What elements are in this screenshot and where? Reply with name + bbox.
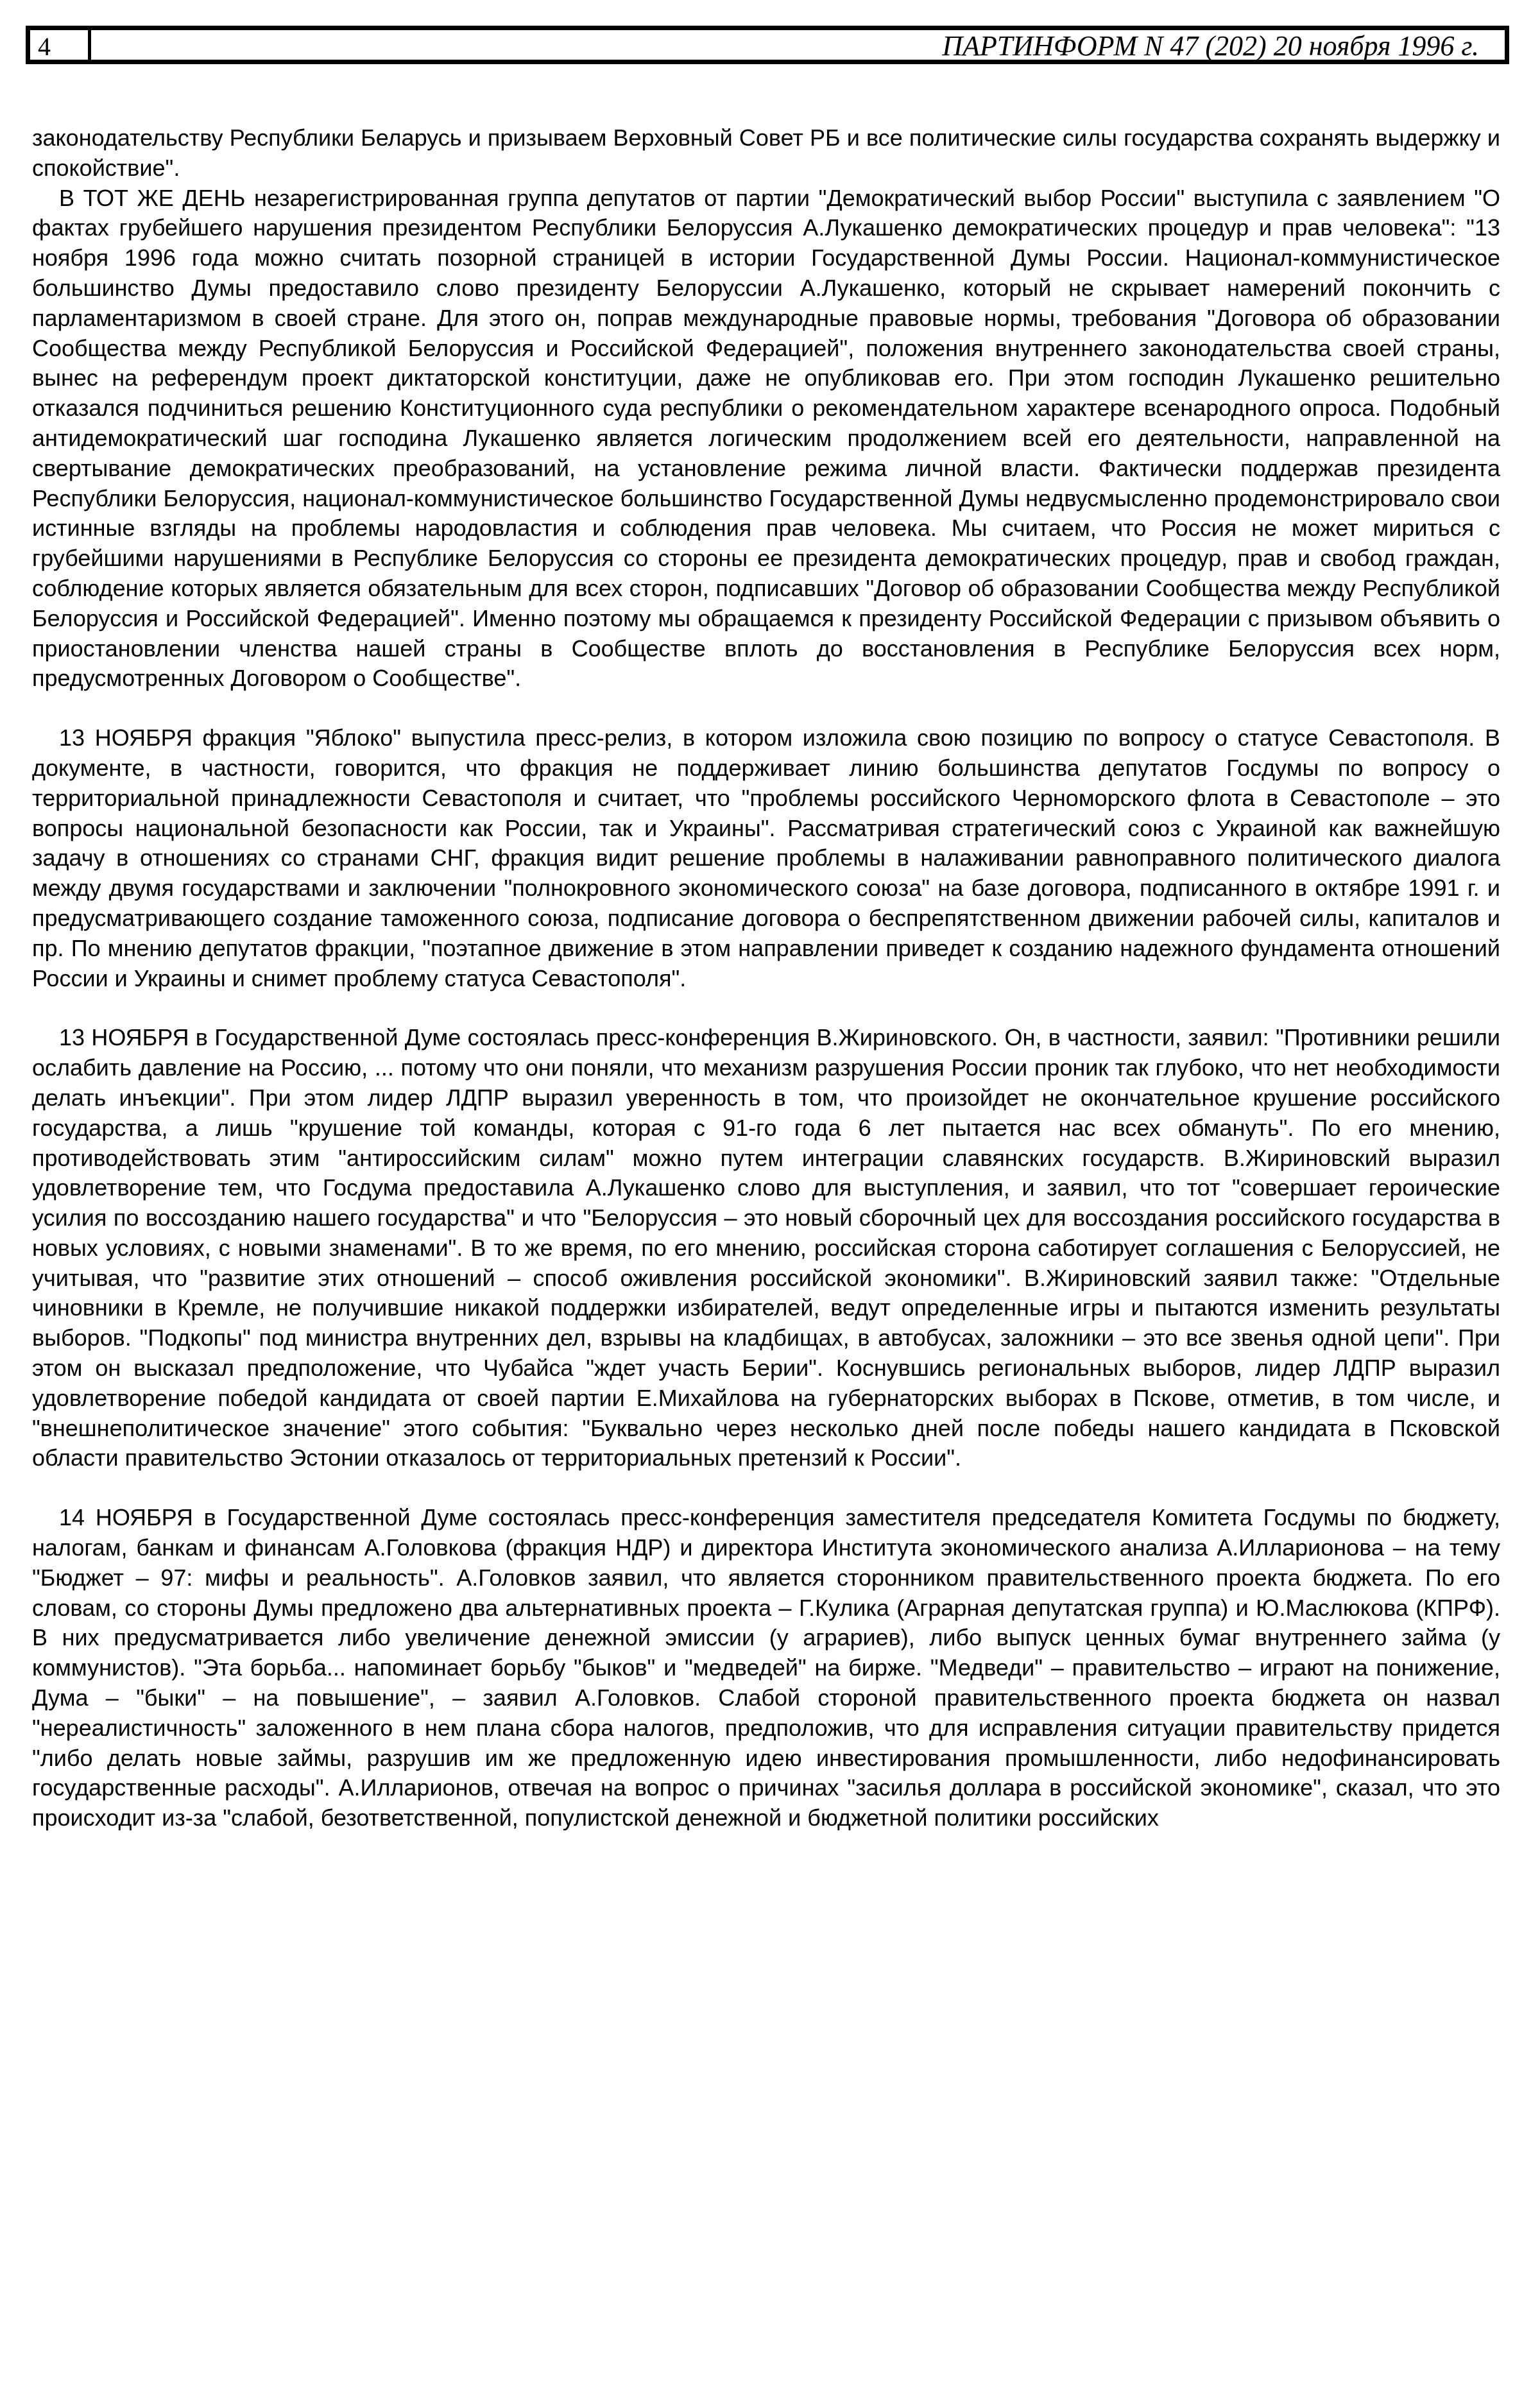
paragraph-dvr-statement: В ТОТ ЖЕ ДЕНЬ незарегистрированная группа депутатов от партии "Демократический выбор России" выступила с заявлением "О фактах грубейшего нарушения президентом Республики Белоруссия А.Лукашенко демократических процедур и прав человека": "13 ноября 1996 года можно считать позорной страницей в истории Государственной Думы России. Национал-коммунистическое большинство Думы предоставило слово президенту Белоруссии А.Лукашенко, который не скрывает намерений покончить с парламентаризмом в своей стране. Для этого он, поправ международные правовые нормы, требования "Договора об образовании Сообщества между Республикой Белоруссия и Российской Федерацией", положения внутреннего законодательства своей страны, вынес на референдум проект диктаторской конституции, даже не опубликовав его. При этом господин Лукашенко решительно отказался подчиниться решению Конституционного суда республики о рекомендательном характере всенародного опроса. Подобный антидемократический шаг господина Лукашенко является логическим продолжением всей его деятельности, направленной на свертывание демократических преобразований, на установление режима личной власти. Фактически поддержав президента Республики Белоруссия, национал-коммунистическое большинство Государственной Думы недвусмысленно продемонстрировало свои истинные взгляды на проблемы народовластия и соблюдения прав человека. Мы считаем, что Россия не может мириться с грубейшими нарушениями в Республике Белоруссия со стороны ее президента демократических процедур, прав и свобод граждан, соблюдение которых является обязательным для всех сторон, подписавших "Договор об образовании Сообщества между Республикой Белоруссия и Российской Федерацией". Именно поэтому мы обращаемся к президенту Российской Федерации с призывом объявить о приостановлении членства нашей страны в Сообществе вплоть до восстановления в Республике Белоруссия всех норм, предусмотренных Договором о Сообществе". <box>32 184 1500 692</box>
page-number: 4 <box>38 32 51 61</box>
paragraph-zhirinovsky: 13 НОЯБРЯ в Государственной Думе состоялась пресс-конференция В.Жириновского. Он, в частности, заявил: "Противники решили ослабить давление на Россию, ... потому что они поняли, что механизм разрушения России проник так глубоко, что нет необходимости делать инъекции". При этом лидер ЛДПР выразил уверенность в том, что произойдет не окончательное крушение российского государства, а лишь "крушение той команды, которая с 91-го года 6 лет пытается нас всех обмануть". По его мнению, противодействовать этим "антироссийским силам" можно путем интеграции славянских государств. В.Жириновский выразил удовлетворение тем, что Госдума предоставила А.Лукашенко слово для выступления, и заявил, что тот "совершает героические усилия по воссозданию нашего государства" и что "Белоруссия – это новый сборочный цех для воссоздания российского государства в новых условиях, с новыми знаменами". В то же время, по его мнению, российская сторона саботирует соглашения с Белоруссией, не учитывая, что "развитие этих отношений – способ оживления российской экономики". В.Жириновский заявил также: "Отдельные чиновники в Кремле, не получившие никакой поддержки избирателей, ведут определенные игры и пытаются изменить результаты выборов. "Подкопы" под министра внутренних дел, взрывы на кладбищах, в автобусах, заложники – это все звенья одной цепи". При этом он высказал предположение, что Чубайса "ждет участь Берии". Коснувшись региональных выборов, лидер ЛДПР выразил удовлетворение победой кандидата от своей партии Е.Михайлова на губернаторских выборах в Пскове, отметив, в том числе, и "внешнеполитическое значение" этого события: "Буквально через несколько дней после победы нашего кандидата в Псковской области правительство Эстонии отказалось от территориальных претензий к России". <box>32 1024 1500 1471</box>
paragraph-budget: 14 НОЯБРЯ в Государственной Думе состоялась пресс-конференция заместителя председателя Комитета Госдумы по бюджету, налогам, банкам и финансам А.Головкова (фракция НДР) и директора Института экономического анализа А.Илларионова – на тему "Бюджет – 97: мифы и реальность". А.Головков заявил, что является сторонником правительственного проекта бюджета. По его словам, со стороны Думы предложено два альтернативных проекта – Г.Кулика (Аграрная депутатская группа) и Ю.Маслюкова (КПРФ). В них предусматривается либо увеличение денежной эмиссии (у аграриев), либо выпуск ценных бумаг внутреннего займа (у коммунистов). "Эта борьба... напоминает борьбу "быков" и "медведей" на бирже. "Медведи" – правительство – играют на понижение, Дума – "быки" – на повышение", – заявил А.Головков. Слабой стороной правительственного проекта бюджета он назвал "нереалистичность" заложенного в нем плана сбора налогов, предположив, что для исправления ситуации правительству придется "либо делать новые займы, разрушив им же предложенную идею инвестирования промышленности, либо недофинансировать государственные расходы". А.Илларионов, отвечая на вопрос о причинах "засилья доллара в российской экономике", сказал, что это происходит из-за "слабой, безответственной, популистской денежной и бюджетной политики российских <box>32 1504 1500 1831</box>
paragraph-yabloko: 13 НОЯБРЯ фракция "Яблоко" выпустила пресс-релиз, в котором изложила свою позицию по вопросу о статусе Севастополя. В документе, в частности, говорится, что фракция не поддерживает линию большинства депутатов Госдумы по вопросу о территориальной принадлежности Севастополя и считает, что "проблемы российского Черноморского флота в Севастополе – это вопросы национальной безопасности как России, так и Украины". Рассматривая стратегический союз с Украиной как важнейшую задачу в отношениях со странами СНГ, фракция видит решение проблемы в налаживании равноправного политического диалога между двумя государствами и заключении "полнокровного экономического союза" на базе договора, подписанного в октябре 1991 г. и предусматривающего создание таможенного союза, подписание договора о беспрепятственном движении рабочей силы, капиталов и пр. По мнению депутатов фракции, "поэтапное движение в этом направлении приведет к созданию надежного фундамента отношений России и Украины и снимет проблему статуса Севастополя". <box>32 724 1500 991</box>
paragraph-continuation: законодательству Республики Беларусь и призываем Верховный Совет РБ и все политические силы государства сохранять выдержку и спокойствие". <box>32 124 1500 181</box>
page-header <box>26 26 1509 64</box>
publication-title: ПАРТИНФОРМ N 47 (202) 20 ноября 1996 г. <box>942 30 1479 62</box>
article-body <box>32 123 1500 1833</box>
header-divider <box>88 30 91 60</box>
